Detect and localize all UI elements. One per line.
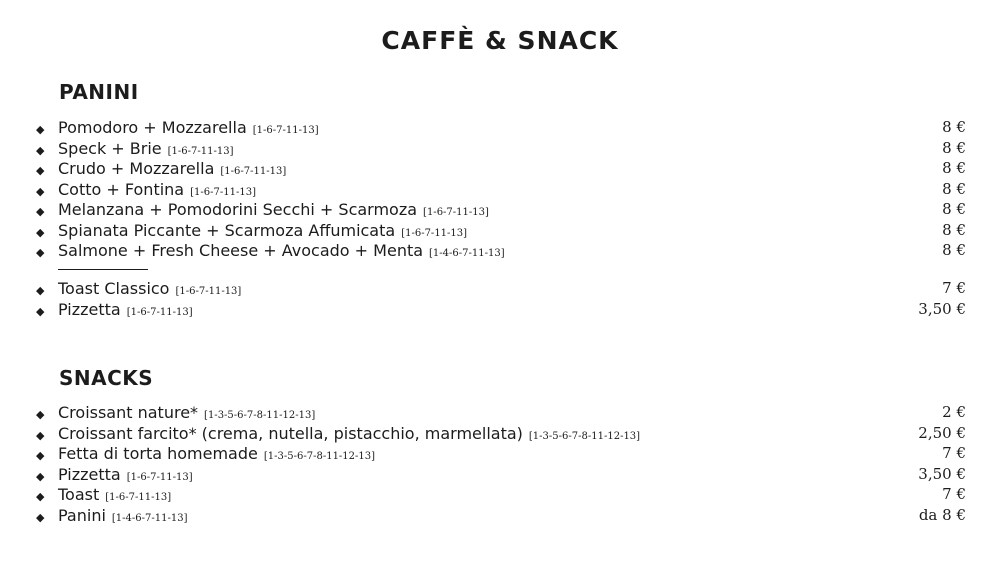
menu-item-name: Pizzetta <box>58 464 121 484</box>
menu-item-price: 2,50 € <box>918 423 966 442</box>
diamond-bullet-icon: ◆ <box>36 428 45 442</box>
menu-item-allergens: [1-6-7-11-13] <box>220 166 287 177</box>
diamond-bullet-icon: ◆ <box>36 490 45 503</box>
menu-item-allergens: [1-6-7-11-13] <box>167 145 234 157</box>
menu-item <box>36 465 966 486</box>
panini-list <box>36 118 966 262</box>
menu-item-allergens: [1-6-7-11-13] <box>190 186 256 198</box>
menu-item-name: Pizzetta <box>58 299 121 319</box>
menu-item <box>36 200 966 221</box>
menu-item <box>36 444 966 465</box>
menu-item-name: Speck + Brie <box>58 138 162 158</box>
menu-item-name: Salmone + Fresh Cheese + Avocado + Menta <box>58 241 424 260</box>
diamond-bullet-icon: ◆ <box>36 205 45 218</box>
menu-item-name: Spianata Piccante + Scarmoza Affumicata <box>58 220 396 240</box>
menu-item-allergens: [1-6-7-11-13] <box>126 471 193 483</box>
menu-item-allergens: [1-6-7-11-13] <box>105 492 172 503</box>
menu-item-price: 3,50 € <box>918 464 966 483</box>
diamond-bullet-icon: ◆ <box>36 510 45 524</box>
menu-item <box>36 221 966 242</box>
section-divider <box>58 269 148 270</box>
menu-item <box>36 300 966 321</box>
diamond-bullet-icon: ◆ <box>36 449 45 462</box>
diamond-bullet-icon: ◆ <box>36 184 45 198</box>
menu-item-name: Melanzana + Pomodorini Secchi + Scarmoza <box>58 200 418 219</box>
menu-item-price: 8 € <box>942 200 966 218</box>
menu-item-name: Croissant farcito* (crema, nutella, pistacchio, marmellata) <box>58 423 523 443</box>
diamond-bullet-icon: ◆ <box>36 164 45 177</box>
diamond-bullet-icon: ◆ <box>36 469 45 483</box>
menu-item-allergens: [1-3-5-6-7-8-11-12-13] <box>528 430 641 442</box>
menu-item-allergens: [1-6-7-11-13] <box>126 306 193 318</box>
menu-item-price: 7 € <box>942 485 966 503</box>
menu-item-allergens: [1-6-7-11-13] <box>423 207 489 218</box>
menu-item <box>36 118 966 139</box>
menu-item-price: 7 € <box>942 279 966 297</box>
menu-item <box>36 506 966 527</box>
diamond-bullet-icon: ◆ <box>36 408 45 421</box>
menu-item-price: da 8 € <box>918 505 966 524</box>
diamond-bullet-icon: ◆ <box>36 284 45 297</box>
diamond-bullet-icon: ◆ <box>36 123 45 136</box>
menu-item-allergens: [1-4-6-7-11-13] <box>429 248 505 259</box>
menu-item-price: 8 € <box>942 118 966 136</box>
menu-item-allergens: [1-3-5-6-7-8-11-12-13] <box>263 451 376 462</box>
menu-item-name: Toast <box>58 485 100 504</box>
menu-item <box>36 159 966 180</box>
menu-item-price: 2 € <box>942 403 966 421</box>
menu-item-name: Toast Classico <box>58 279 170 298</box>
menu-item-allergens: [1-4-6-7-11-13] <box>111 512 188 524</box>
menu-item-allergens: [1-3-5-6-7-8-11-12-13] <box>204 410 316 421</box>
menu-item-price: 8 € <box>942 159 966 177</box>
section-heading-snacks: SNACKS <box>59 366 154 390</box>
menu-item-price: 8 € <box>942 179 966 198</box>
panini-extra-list <box>36 279 966 320</box>
menu-item <box>36 180 966 201</box>
menu-item-name: Cotto + Fontina <box>58 179 185 199</box>
page-title: CAFFÈ & SNACK <box>381 26 619 55</box>
menu-item-name: Croissant nature* <box>58 403 199 422</box>
menu-item-name: Pomodoro + Mozzarella <box>58 118 247 137</box>
menu-item-name: Fetta di torta homemade <box>58 444 258 463</box>
diamond-bullet-icon: ◆ <box>36 225 45 239</box>
menu-item-name: Panini <box>58 505 106 525</box>
menu-item-allergens: [1-6-7-11-13] <box>252 125 319 136</box>
menu-item-price: 8 € <box>942 220 966 239</box>
menu-item <box>36 424 966 445</box>
menu-item-name: Crudo + Mozzarella <box>58 159 215 178</box>
menu-item-price: 3,50 € <box>918 299 966 318</box>
menu-item-price: 8 € <box>942 138 966 157</box>
snacks-list <box>36 403 966 526</box>
menu-item-price: 8 € <box>942 241 966 259</box>
menu-item <box>36 139 966 160</box>
menu-item-allergens: [1-6-7-11-13] <box>401 227 468 239</box>
menu-item <box>36 241 966 262</box>
menu-item <box>36 485 966 506</box>
diamond-bullet-icon: ◆ <box>36 143 45 157</box>
menu-item <box>36 403 966 424</box>
menu-item <box>36 279 966 300</box>
section-heading-panini: PANINI <box>59 80 139 104</box>
diamond-bullet-icon: ◆ <box>36 246 45 259</box>
menu-item-price: 7 € <box>942 444 966 462</box>
diamond-bullet-icon: ◆ <box>36 304 45 318</box>
menu-item-allergens: [1-6-7-11-13] <box>175 286 242 297</box>
